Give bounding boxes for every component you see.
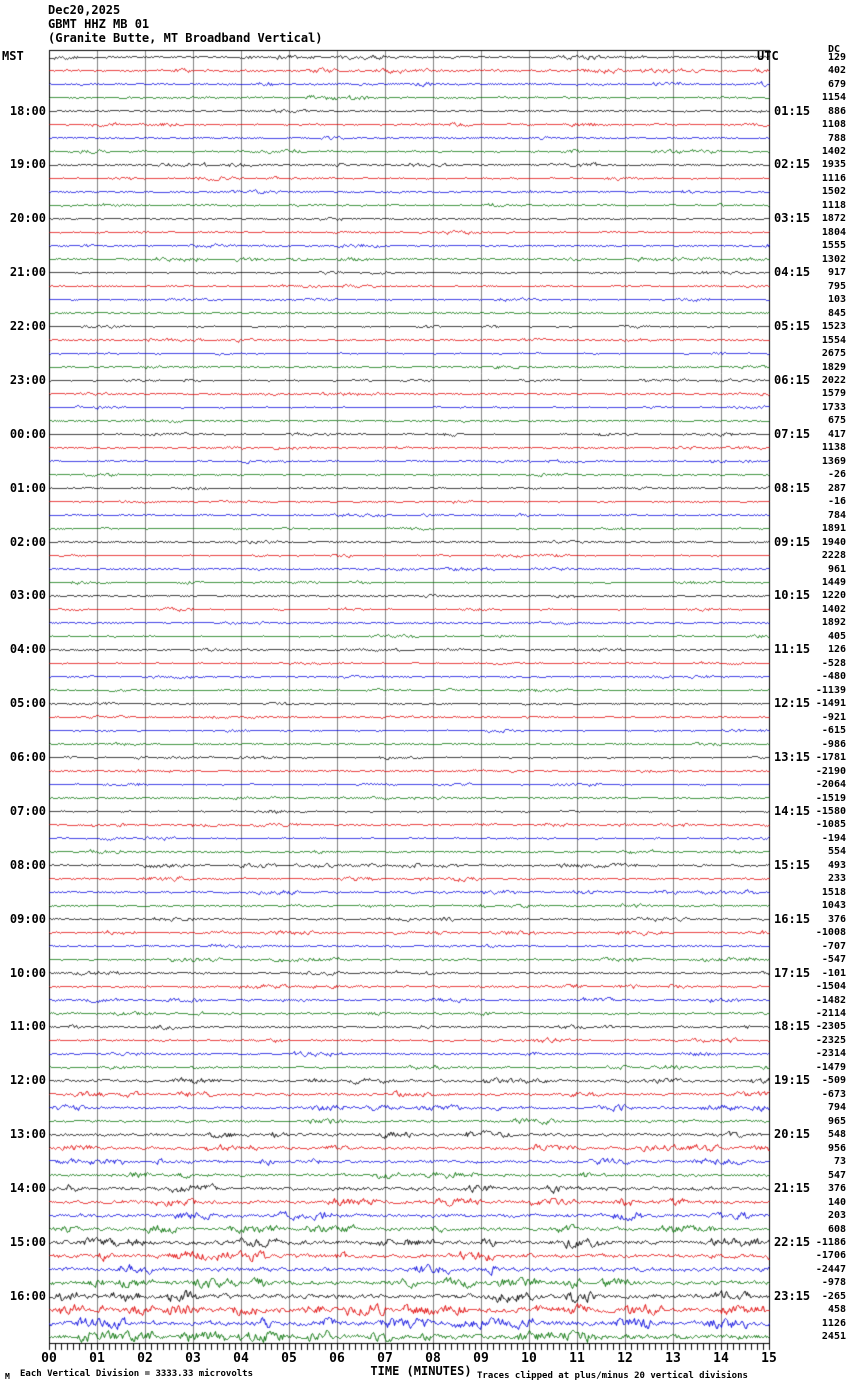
dc-offset-value: 417 xyxy=(827,428,846,440)
utc-hour-label: 05:15 xyxy=(774,319,811,334)
dc-offset-value: 405 xyxy=(827,630,846,642)
minute-tick-label: 07 xyxy=(377,1351,393,1366)
dc-offset-value: 1449 xyxy=(821,577,846,589)
dc-offset-value: 1518 xyxy=(821,886,846,898)
utc-hour-label: 15:15 xyxy=(774,857,811,872)
dc-offset-value: 1138 xyxy=(821,442,846,454)
dc-offset-value: 1935 xyxy=(821,159,846,171)
minute-tick-label: 14 xyxy=(713,1351,729,1366)
dc-offset-value: 287 xyxy=(827,482,846,494)
dc-offset-value: -1186 xyxy=(815,1236,846,1248)
utc-hour-label: 23:15 xyxy=(774,1288,811,1303)
dc-offset-value: 1523 xyxy=(821,321,846,333)
dc-offset-value: 126 xyxy=(827,644,846,656)
dc-offset-value: 103 xyxy=(827,294,846,306)
dc-offset-value: 1940 xyxy=(821,536,846,548)
dc-offset-value: 548 xyxy=(827,1129,846,1141)
dc-offset-value: 1891 xyxy=(821,523,846,535)
dc-offset-value: -2325 xyxy=(815,1034,846,1046)
dc-offset-value: 2675 xyxy=(821,348,846,360)
utc-hour-label: 13:15 xyxy=(774,750,811,765)
minute-tick-label: 15 xyxy=(761,1351,777,1366)
dc-offset-value: 1579 xyxy=(821,388,846,400)
dc-offset-value: 1872 xyxy=(821,213,846,225)
dc-offset-value: -509 xyxy=(821,1075,846,1087)
minute-tick-label: 05 xyxy=(281,1351,297,1366)
dc-offset-value: -1706 xyxy=(815,1250,846,1262)
mst-hour-label: 06:00 xyxy=(9,750,46,765)
dc-offset-value: 1369 xyxy=(821,455,846,467)
minute-tick-label: 09 xyxy=(473,1351,489,1366)
mst-hour-label: 16:00 xyxy=(9,1288,46,1303)
dc-offset-value: -707 xyxy=(821,940,846,952)
dc-offset-value: 493 xyxy=(827,859,846,871)
dc-offset-value: -528 xyxy=(821,657,846,669)
utc-hour-label: 08:15 xyxy=(774,480,811,495)
dc-offset-value: 679 xyxy=(827,78,846,90)
dc-offset-value: -1479 xyxy=(815,1061,846,1073)
dc-offset-value: 1402 xyxy=(821,146,846,158)
dc-offset-value: 1220 xyxy=(821,590,846,602)
utc-hour-label: 06:15 xyxy=(774,372,811,387)
dc-offset-value: 795 xyxy=(827,280,846,292)
mst-hour-label: 09:00 xyxy=(9,911,46,926)
minute-tick-label: 13 xyxy=(665,1351,681,1366)
utc-hour-label: 12:15 xyxy=(774,696,811,711)
dc-offset-value: 1555 xyxy=(821,240,846,252)
dc-offset-value: 233 xyxy=(827,873,846,885)
dc-offset-value: 203 xyxy=(827,1210,846,1222)
dc-offset-value: 547 xyxy=(827,1169,846,1181)
dc-offset-value: 2022 xyxy=(821,374,846,386)
mst-hour-label: 19:00 xyxy=(9,157,46,172)
dc-offset-value: 402 xyxy=(827,65,846,77)
utc-hour-label: 04:15 xyxy=(774,265,811,280)
utc-hour-label: 10:15 xyxy=(774,588,811,603)
dc-offset-value: -265 xyxy=(821,1290,846,1302)
dc-offset-value: -194 xyxy=(821,832,846,844)
minute-tick-label: 01 xyxy=(89,1351,105,1366)
dc-offset-value: -547 xyxy=(821,954,846,966)
corner-mark: M xyxy=(5,1372,10,1381)
mst-hour-label: 23:00 xyxy=(9,372,46,387)
dc-offset-value: 1804 xyxy=(821,226,846,238)
utc-hour-label: 21:15 xyxy=(774,1181,811,1196)
mst-hour-label: 10:00 xyxy=(9,965,46,980)
dc-offset-value: 2451 xyxy=(821,1331,846,1343)
dc-offset-value: 1892 xyxy=(821,617,846,629)
dc-offset-value: -1504 xyxy=(815,981,846,993)
dc-offset-value: 1502 xyxy=(821,186,846,198)
dc-offset-value: 1402 xyxy=(821,603,846,615)
utc-hour-label: 20:15 xyxy=(774,1127,811,1142)
mst-hour-label: 01:00 xyxy=(9,480,46,495)
mst-hour-label: 05:00 xyxy=(9,696,46,711)
dc-offset-value: 886 xyxy=(827,105,846,117)
dc-offset-value: -1085 xyxy=(815,819,846,831)
dc-offset-value: 376 xyxy=(827,1183,846,1195)
dc-offset-value: 1829 xyxy=(821,361,846,373)
dc-offset-value: -2314 xyxy=(815,1048,846,1060)
dc-offset-value: -1580 xyxy=(815,805,846,817)
dc-offset-value: 458 xyxy=(827,1304,846,1316)
minute-tick-label: 03 xyxy=(185,1351,201,1366)
mst-hour-label: 15:00 xyxy=(9,1234,46,1249)
mst-hour-label: 21:00 xyxy=(9,265,46,280)
dc-offset-value: 794 xyxy=(827,1102,846,1114)
scale-note: Each Vertical Division = 3333.33 microvolts xyxy=(20,1369,253,1379)
utc-hour-label: 09:15 xyxy=(774,534,811,549)
minute-tick-label: 04 xyxy=(233,1351,249,1366)
dc-offset-value: 1118 xyxy=(821,199,846,211)
dc-offset-value: 140 xyxy=(827,1196,846,1208)
dc-offset-value: 965 xyxy=(827,1115,846,1127)
mst-hour-label: 08:00 xyxy=(9,857,46,872)
dc-offset-value: -2305 xyxy=(815,1021,846,1033)
minute-tick-label: 08 xyxy=(425,1351,441,1366)
dc-offset-value: 129 xyxy=(827,51,846,63)
dc-offset-value: 1126 xyxy=(821,1317,846,1329)
mst-hour-label: 20:00 xyxy=(9,211,46,226)
clip-note: Traces clipped at plus/minus 20 vertical divisions xyxy=(477,1371,748,1381)
dc-offset-value: 784 xyxy=(827,509,846,521)
utc-hour-label: 22:15 xyxy=(774,1234,811,1249)
mst-hour-label: 03:00 xyxy=(9,588,46,603)
dc-offset-value: -1482 xyxy=(815,994,846,1006)
x-axis-title: TIME (MINUTES) xyxy=(370,1364,472,1378)
utc-hour-label: 03:15 xyxy=(774,211,811,226)
dc-offset-value: -2190 xyxy=(815,765,846,777)
utc-hour-label: 11:15 xyxy=(774,642,811,657)
utc-hour-label: 17:15 xyxy=(774,965,811,980)
mst-hour-label: 18:00 xyxy=(9,103,46,118)
dc-offset-value: 1302 xyxy=(821,253,846,265)
dc-offset-value: -673 xyxy=(821,1088,846,1100)
dc-offset-value: -921 xyxy=(821,711,846,723)
dc-offset-value: 1554 xyxy=(821,334,846,346)
mst-hour-label: 12:00 xyxy=(9,1073,46,1088)
dc-offset-value: 1108 xyxy=(821,119,846,131)
dc-offset-value: 956 xyxy=(827,1142,846,1154)
minute-tick-label: 02 xyxy=(137,1351,153,1366)
dc-offset-value: -1781 xyxy=(815,752,846,764)
mst-hour-label: 02:00 xyxy=(9,534,46,549)
utc-hour-label: 07:15 xyxy=(774,426,811,441)
dc-offset-value: -978 xyxy=(821,1277,846,1289)
utc-hour-label: 02:15 xyxy=(774,157,811,172)
dc-offset-value: 608 xyxy=(827,1223,846,1235)
dc-offset-value: 2228 xyxy=(821,550,846,562)
dc-offset-value: -1139 xyxy=(815,684,846,696)
dc-offset-value: 376 xyxy=(827,913,846,925)
dc-offset-value: -26 xyxy=(827,469,846,481)
dc-offset-value: 845 xyxy=(827,307,846,319)
minute-tick-label: 11 xyxy=(569,1351,585,1366)
dc-offset-value: 1154 xyxy=(821,92,846,104)
dc-offset-value: -2114 xyxy=(815,1008,846,1020)
minute-tick-label: 06 xyxy=(329,1351,345,1366)
dc-offset-value: 961 xyxy=(827,563,846,575)
dc-offset-value: -1519 xyxy=(815,792,846,804)
dc-offset-value: -2064 xyxy=(815,779,846,791)
mst-hour-label: 04:00 xyxy=(9,642,46,657)
dc-offset-value: 788 xyxy=(827,132,846,144)
mst-hour-label: 11:00 xyxy=(9,1019,46,1034)
utc-hour-label: 16:15 xyxy=(774,911,811,926)
dc-offset-value: 917 xyxy=(827,267,846,279)
mst-hour-label: 07:00 xyxy=(9,803,46,818)
dc-offset-value: 1116 xyxy=(821,172,846,184)
dc-offset-value: -101 xyxy=(821,967,846,979)
dc-offset-value: 675 xyxy=(827,415,846,427)
dc-offset-value: 73 xyxy=(833,1156,846,1168)
dc-offset-value: -986 xyxy=(821,738,846,750)
dc-offset-value: -615 xyxy=(821,725,846,737)
minute-tick-label: 12 xyxy=(617,1351,633,1366)
mst-hour-label: 14:00 xyxy=(9,1181,46,1196)
dc-offset-value: -16 xyxy=(827,496,846,508)
mst-hour-label: 13:00 xyxy=(9,1127,46,1142)
dc-offset-value: -480 xyxy=(821,671,846,683)
mst-hour-label: 22:00 xyxy=(9,319,46,334)
utc-hour-label: 14:15 xyxy=(774,803,811,818)
dc-offset-value: 1043 xyxy=(821,900,846,912)
dc-offset-value: -1491 xyxy=(815,698,846,710)
utc-hour-label: 18:15 xyxy=(774,1019,811,1034)
utc-hour-label: 19:15 xyxy=(774,1073,811,1088)
mst-hour-label: 00:00 xyxy=(9,426,46,441)
dc-offset-value: -2447 xyxy=(815,1263,846,1275)
dc-offset-value: 1733 xyxy=(821,401,846,413)
dc-offset-value: -1008 xyxy=(815,927,846,939)
dc-offset-value: 554 xyxy=(827,846,846,858)
minute-tick-label: 00 xyxy=(41,1351,57,1366)
utc-hour-label: 01:15 xyxy=(774,103,811,118)
minute-tick-label: 10 xyxy=(521,1351,537,1366)
